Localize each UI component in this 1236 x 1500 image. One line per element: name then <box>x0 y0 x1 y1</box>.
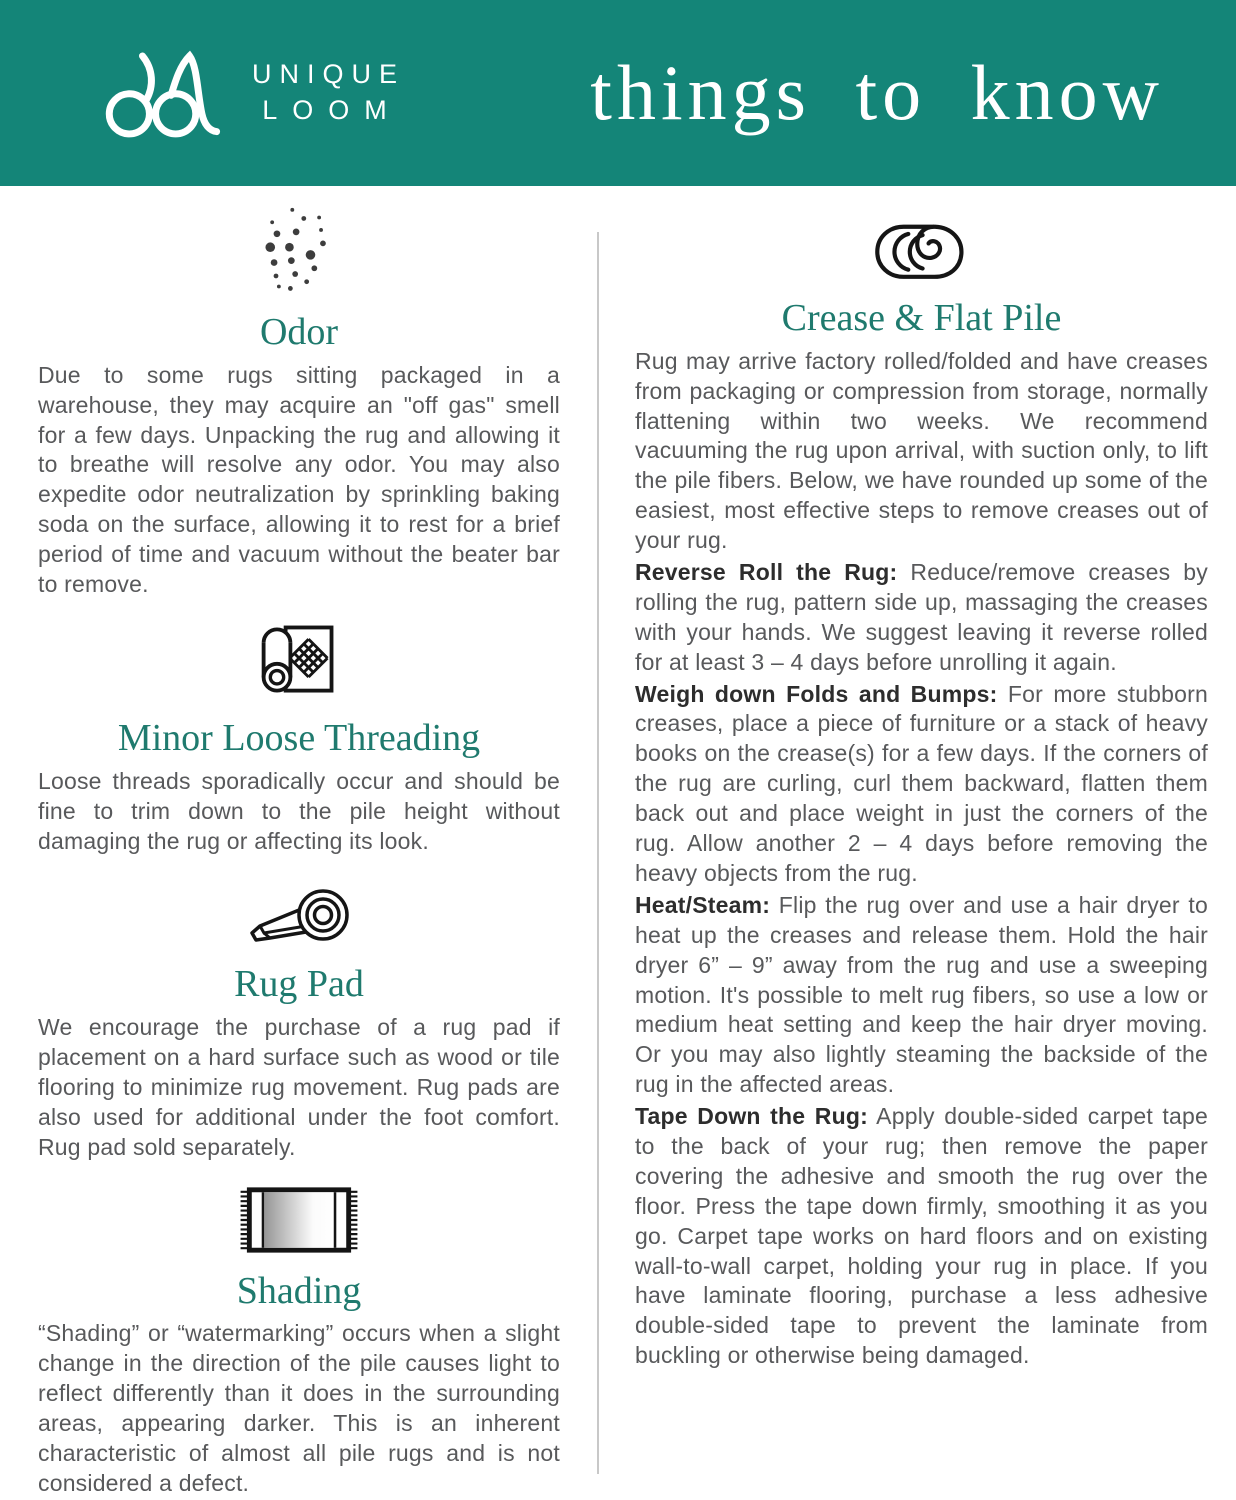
section-title-rug-pad: Rug Pad <box>234 963 364 1006</box>
tip-text: Apply double-sided carpet tape to the back of your rug; then remove the paper covering the adhesive and smooth the rug over the floor. Press the tape down firmly, smoothing it as you go. Carpet tape works on hard floors and on existing wall-to-wall carpet, holding your rug in place. If you have laminate flooring, purchase a less adhesive double-sided tape to prevent the laminate from buckling or otherwise being damaged. <box>635 1103 1208 1369</box>
section-body-shading: “Shading” or “watermarking” occurs when a slight change in the direction of the pile causes light to reflect differently than it does in the surrounding areas, appearing darker. This is an inherent characteristic of almost all pile rugs and is not considered a defect. <box>38 1320 560 1496</box>
section-title-shading: Shading <box>236 1269 362 1312</box>
tip-label: Heat/Steam: <box>635 891 771 918</box>
tip-label: Tape Down the Rug: <box>635 1103 868 1130</box>
fringed-rug-icon <box>238 1183 360 1257</box>
tip-text: For more stubborn creases, place a piece of furniture or a stack of heavy books on the crease(s) for a few days. If the corners of the rug are curling, curl them backward, flatten them back out and place weight in just the corners of the rug. Allow another 2 – 4 days before removing the heavy objects from the rug. <box>635 680 1209 886</box>
section-body-threading: Loose threads sporadically occur and should be fine to trim down to the pile height without damaging the rug or affecting its look. <box>38 767 560 854</box>
brand-name <box>244 57 405 128</box>
brand-line-2: LOOM <box>262 95 402 125</box>
rolled-rug-crosshatch-icon <box>258 616 340 704</box>
section-odor <box>38 206 560 600</box>
crease-intro: Rug may arrive factory rolled/folded and have creases from packaging or compression from storage, normally flattening within two weeks. We recommend vacuuming the rug upon arrival, with suction only, to lift the pile fibers. Below, we have rounded up some of the easiest, most effective steps to remove creases out of your rug. <box>635 347 1208 554</box>
tip-text: Reduce/remove creases by rolling the rug, pattern side up, massaging the creases with your hands. We suggest leaving it reverse rolled for at least 3 – 4 days before unrolling it again. <box>635 559 1208 675</box>
left-column <box>0 206 597 1499</box>
brand-line-1: UNIQUE <box>252 59 406 90</box>
section-body-rug-pad: We encourage the purchase of a rug pad if placement on a hard surface such as wood or tile flooring to minimize rug movement. Rug pads are also used for additional under the foot comfort. Rug pad sold separately. <box>38 1014 560 1160</box>
tip-reverse-roll <box>635 558 1208 678</box>
odor-dots-icon <box>264 206 334 298</box>
tip-tape-down <box>635 1102 1208 1371</box>
section-title-threading: Minor Loose Threading <box>117 716 481 759</box>
tape-roll-icon <box>246 886 352 950</box>
page-title: things to know <box>590 49 1164 136</box>
section-title-odor: Odor <box>259 311 339 353</box>
content-area <box>0 186 1236 1499</box>
section-minor-loose-threading <box>38 616 560 856</box>
tip-text: Flip the rug over and use a hair dryer to heat up the creases and release them. Hold the hair dryer 6” – 9” away from the rug and use a sweeping motion. It's possible to melt rug fibers, so use a low or medium heat setting and keep the hair dryer moving. Or you may also lightly steaming the backside of the rug in the affected areas. <box>635 891 1208 1098</box>
header-banner <box>0 0 1236 186</box>
column-divider <box>597 232 599 1474</box>
tip-label: Weigh down Folds and Bumps: <box>635 680 998 707</box>
right-column <box>597 206 1236 1499</box>
tip-weigh-down <box>635 680 1208 889</box>
unique-loom-logo-icon <box>100 43 222 143</box>
tip-label: Reverse Roll the Rug: <box>635 559 898 586</box>
section-body-odor: Due to some rugs sitting packaged in a warehouse, they may acquire an "off gas" smell for a few days. Unpacking the rug and allowing it to breathe will resolve any odor. You may also expedite odor neutralization by sprinkling baking soda on the surface, allowing it to rest for a brief period of time and vacuum without the beater bar to remove. <box>38 361 560 598</box>
rolled-rug-spiral-icon <box>871 222 973 284</box>
section-title-crease: Crease & Flat Pile <box>781 297 1062 339</box>
section-rug-pad <box>38 886 560 1162</box>
tip-heat-steam <box>635 891 1208 1100</box>
section-shading <box>38 1183 560 1499</box>
